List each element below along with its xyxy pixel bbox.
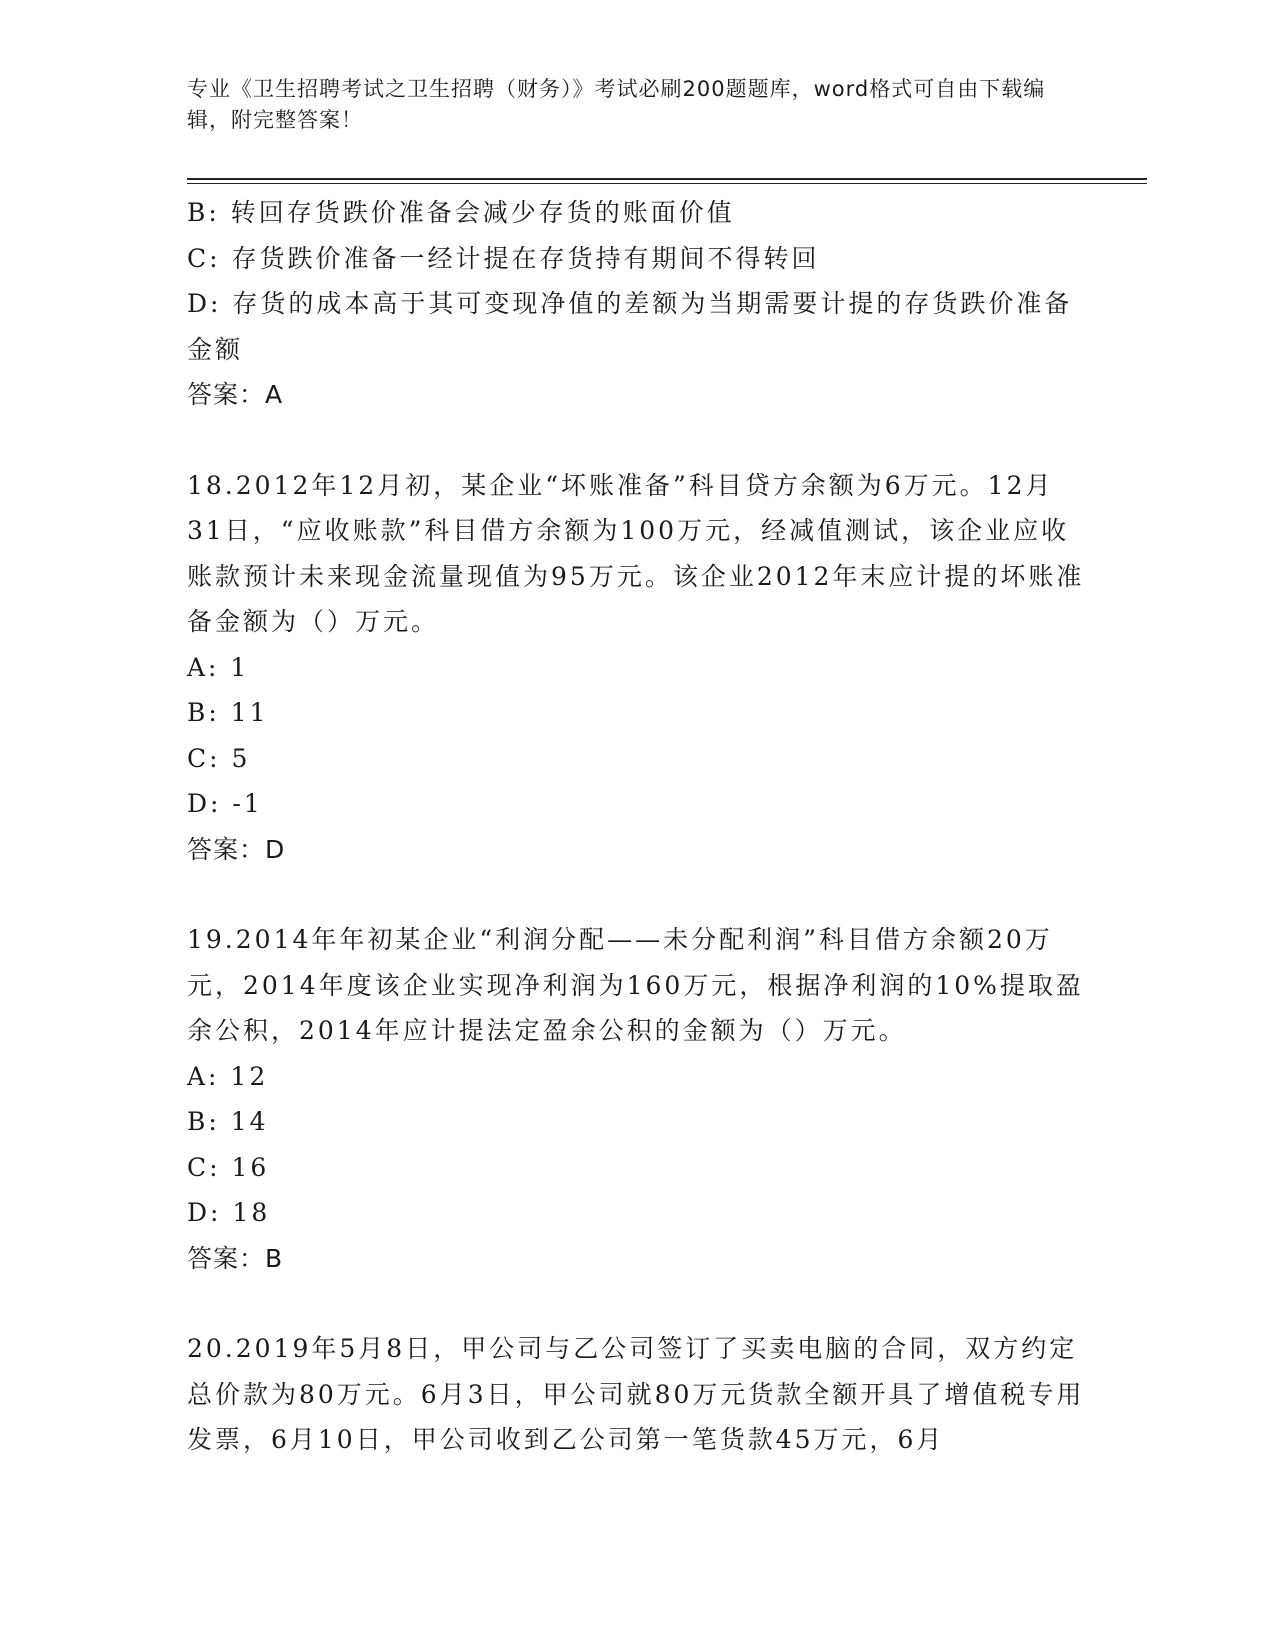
question-18 [187,463,1087,873]
question-text: 19.2014年年初某企业“利润分配——未分配利润”科目借方余额20万元，2014年度该企业实现净利润为160万元，根据净利润的10%提取盈余公积，2014年应计提法定盈余公积的金额为（）万元。 [187,925,1084,1045]
option-a: A: 12 [187,1061,269,1091]
option-b: B: 14 [187,1107,269,1136]
answer: 答案：A [187,380,284,409]
option-c: C: 5 [187,743,251,773]
option-b: B: 11 [187,698,269,727]
question-text: 20.2019年5月8日，甲公司与乙公司签订了买卖电脑的合同，双方约定总价款为80万元。6月3日，甲公司就80万元货款全额开具了增值税专用发票，6月10日，甲公司收到乙公司第一笔货款45万元，6月 [187,1334,1085,1454]
question-text: 18.2012年12月初，某企业“坏账准备”科目贷方余额为6万元。12月31日，“应收账款”科目借方余额为100万元，经减值测试，该企业应收账款预计未来现金流量现值为95万元。该企业2012年末应计提的坏账准备金额为（）万元。 [187,470,1085,636]
header-rule-thick [187,178,1147,180]
question-17-continued [187,190,1087,418]
header-rule-thin [187,183,1147,184]
option-c: C: 存货跌价准备一经计提在存货持有期间不得转回 [187,243,820,273]
spacer [187,418,1087,463]
answer: 答案：D [187,834,286,864]
spacer [187,1281,1087,1326]
question-19 [187,917,1087,1281]
document-header: 专业《卫生招聘考试之卫生招聘（财务）》考试必刷200题题库，word格式可自由下载编辑，附完整答案！ [187,77,1046,132]
spacer [187,872,1087,917]
question-20 [187,1326,1087,1463]
option-a: A: 1 [187,652,250,682]
option-d: D: 18 [187,1198,271,1227]
option-d: D: 存货的成本高于其可变现净值的差额为当期需要计提的存货跌价准备金额 [187,289,1073,364]
option-d: D: -1 [187,789,263,818]
document-body [187,190,1087,1463]
answer: 答案：B [187,1243,284,1273]
option-b: B: 转回存货跌价准备会减少存货的账面价值 [187,198,735,227]
option-c: C: 16 [187,1152,270,1182]
